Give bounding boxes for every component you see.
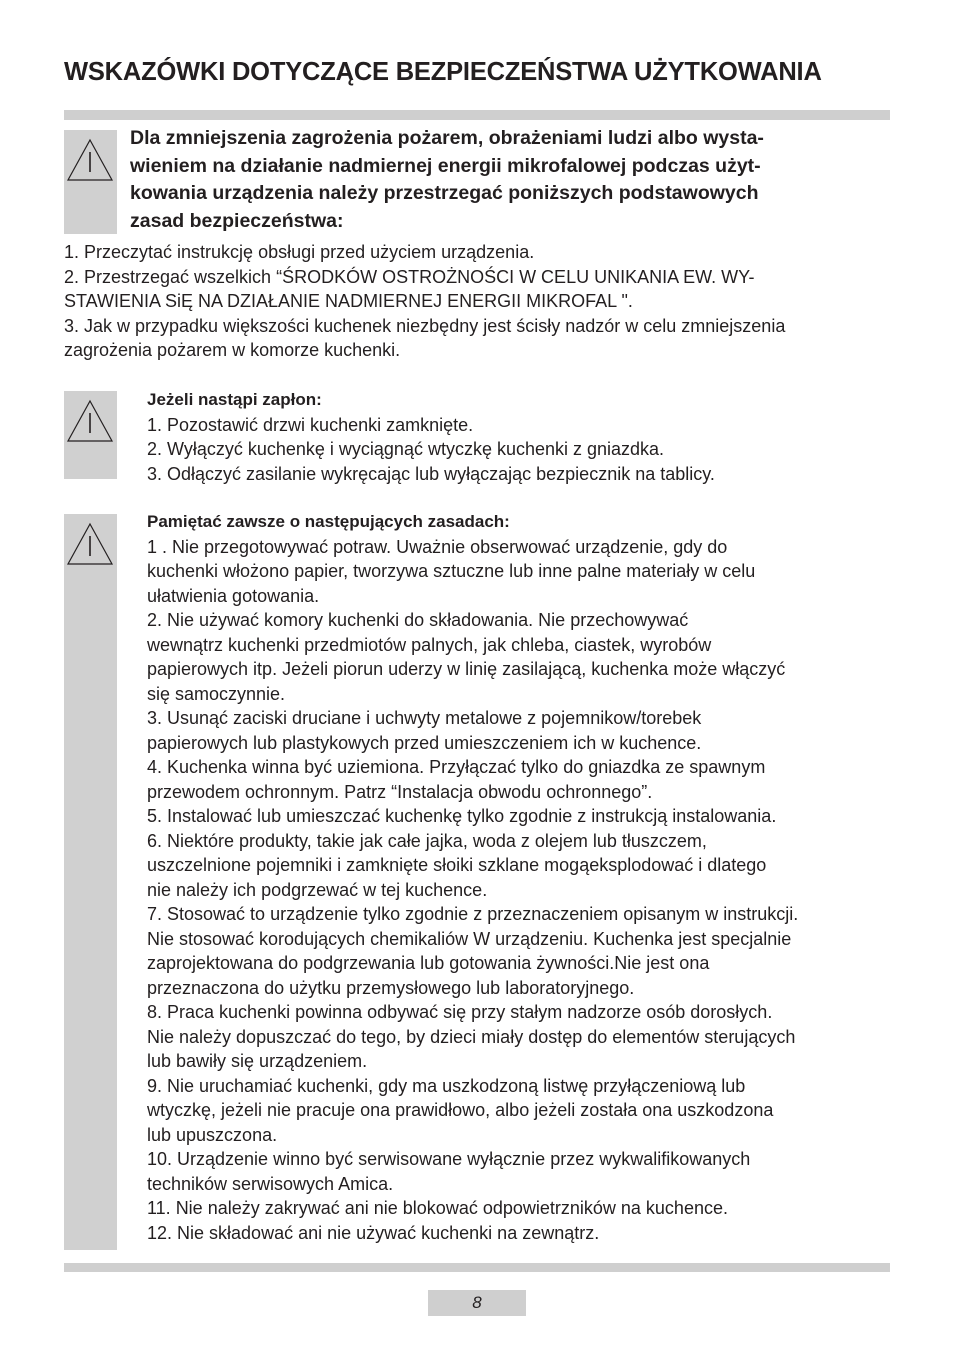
instruction-line: 1. Przeczytać instrukcję obsługi przed użyciem urządzenia.: [64, 242, 535, 262]
rule-line: 6. Niektóre produkty, takie jak całe jajka, woda z olejem lub tłuszczem,: [147, 830, 707, 851]
top-divider: [64, 110, 890, 120]
rules-section: [147, 510, 907, 1245]
rule-line: ułatwienia gotowania.: [147, 585, 320, 606]
rule-line: 10. Urządzenie winno być serwisowane wyłącznie przez wykwalifikowanych: [147, 1149, 751, 1169]
intro-warning-box: [64, 130, 117, 234]
intro-line: kowania urządzenia należy przestrzegać poniższych podstawowych: [130, 182, 759, 204]
intro-line: Dla zmniejszenia zagrożenia pożarem, obrażeniami ludzi albo wysta-: [130, 127, 764, 149]
rule-line: Nie stosować korodujących chemikaliów W urządzeniu. Kuchenka jest specjalnie: [147, 928, 792, 949]
fire-section: [147, 388, 907, 486]
instruction-line: 3. Jak w przypadku większości kuchenek niezbędny jest ścisły nadzór w celu zmniejszenia: [64, 315, 786, 336]
bottom-divider: [64, 1263, 890, 1272]
intro-line: wieniem na działanie nadmiernej energii mikrofalowej podczas użyt-: [130, 154, 761, 177]
rule-line: 5. Instalować lub umieszczać kuchenkę tylko zgodnie z instrukcją instalowania.: [147, 806, 777, 826]
instruction-line: STAWIENIA SiĘ NA DZIAŁANIE NADMIERNEJ ENERGII MIKROFAL ".: [64, 291, 633, 311]
rule-line: 1 . Nie przegotowywać potraw. Uważnie obserwować urządzenie, gdy do: [147, 536, 728, 557]
rule-line: 2. Nie używać komory kuchenki do składowania. Nie przechowywać: [147, 610, 689, 630]
rule-line: zaprojektowana do podgrzewania lub gotowania żywności.Nie jest ona: [147, 953, 710, 973]
general-instructions: [64, 240, 894, 363]
rule-line: 12. Nie składować ani nie używać kuchenki na zewnątrz.: [147, 1222, 600, 1243]
fire-warning-box: [64, 391, 117, 479]
rule-line: 8. Praca kuchenki powinna odbywać się przy stałym nadzorze osób dorosłych.: [147, 1002, 773, 1022]
intro-warning-text: [130, 125, 890, 235]
instruction-line: 2. Przestrzegać wszelkich “ŚRODKÓW OSTROŻNOŚCI W CELU UNIKANIA EW. WY-: [64, 266, 755, 287]
rule-line: Nie należy dopuszczać do tego, by dzieci miały dostęp do elementów sterujących: [147, 1026, 796, 1047]
rule-line: 3. Usunąć zaciski druciane i uchwyty metalowe z pojemnikow/torebek: [147, 708, 702, 728]
rules-heading: Pamiętać zawsze o następujących zasadach:: [147, 512, 510, 531]
rule-line: kuchenki włożono papier, tworzywa sztuczne lub inne palne materiały w celu: [147, 561, 756, 581]
rule-line: papierowych lub plastykowych przed umieszczeniem ich w kuchence.: [147, 732, 702, 753]
rule-line: nie należy ich podgrzewać w tej kuchence.: [147, 879, 488, 900]
rule-line: papierowych itp. Jeżeli piorun uderzy w linię zasilającą, kuchenka może włączyć: [147, 659, 786, 679]
rule-line: 4. Kuchenka winna być uziemiona. Przyłączać tylko do gniazdka ze spawnym: [147, 757, 766, 777]
rule-line: przeznaczona do użytku przemysłowego lub laboratoryjnego.: [147, 977, 635, 998]
page-title: WSKAZÓWKI DOTYCZĄCE BEZPIECZEŃSTWA UŻYTKOWANIA: [64, 58, 822, 86]
warning-triangle-icon: [66, 399, 114, 443]
rule-line: lub bawiły się urządzeniem.: [147, 1051, 368, 1071]
fire-line: 3. Odłączyć zasilanie wykręcając lub wyłączając bezpiecznik na tablicy.: [147, 463, 715, 484]
intro-line: zasad bezpieczeństwa:: [130, 209, 344, 232]
warning-triangle-icon: [66, 138, 114, 182]
fire-heading: Jeżeli nastąpi zapłon:: [147, 390, 322, 409]
rule-line: wewnątrz kuchenki przedmiotów palnych, jak chleba, ciastek, wyrobów: [147, 634, 712, 655]
fire-line: 2. Wyłączyć kuchenkę i wyciągnąć wtyczkę kuchenki z gniazdka.: [147, 439, 665, 459]
rule-line: 7. Stosować to urządzenie tylko zgodnie z przeznaczeniem opisanym w instrukcji.: [147, 904, 799, 924]
rule-line: lub upuszczona.: [147, 1124, 278, 1145]
rule-line: uszczelnione pojemniki i zamknięte słoiki szklane mogąeksplodować i dlatego: [147, 855, 767, 875]
fire-line: 1. Pozostawić drzwi kuchenki zamknięte.: [147, 414, 474, 435]
instruction-line: zagrożenia pożarem w komorze kuchenki.: [64, 340, 401, 360]
rule-line: się samoczynnie.: [147, 683, 286, 704]
warning-triangle-icon: [66, 522, 114, 566]
rule-line: 9. Nie uruchamiać kuchenki, gdy ma uszkodzoną listwę przyłączeniową lub: [147, 1075, 746, 1096]
page-number: 8: [428, 1290, 526, 1316]
rule-line: wtyczkę, jeżeli nie pracuje ona prawidłowo, albo jeżeli została ona uszkodzona: [147, 1100, 774, 1120]
rules-warning-box: [64, 514, 117, 1250]
rule-line: techników serwisowych Amica.: [147, 1173, 394, 1194]
rule-line: 11. Nie należy zakrywać ani nie blokować odpowietrzników na kuchence.: [147, 1198, 728, 1218]
rule-line: przewodem ochronnym. Patrz “Instalacja obwodu ochronnego”.: [147, 781, 653, 802]
